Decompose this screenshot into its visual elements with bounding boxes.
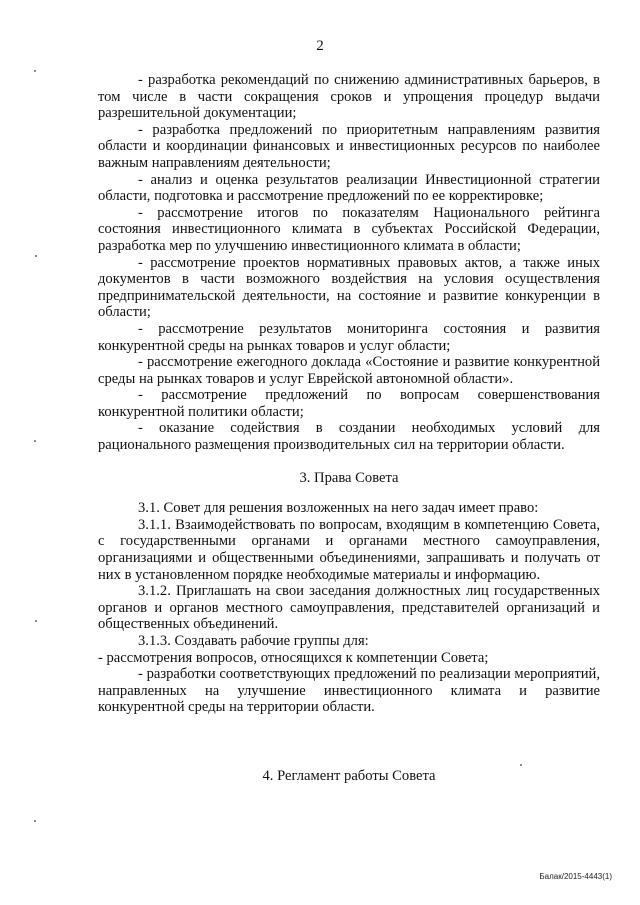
page-number: 2 [316, 38, 324, 54]
list-item: - рассмотрение ежегодного доклада «Состояние и развитие конкурентной среды на рынках товаров и услуг Еврейской автономной области». [98, 354, 600, 387]
scan-mark [35, 255, 37, 257]
scan-mark [34, 70, 36, 72]
footer-code: Балак/2015-4443(1) [539, 872, 612, 881]
list-item: - разработки соответствующих предложений по реализации мероприятий, направленных на улучшение инвестиционного климата и развитие конкурентной среды на территории области. [98, 666, 600, 716]
paragraph-3-1-3: 3.1.3. Создавать рабочие группы для: [138, 633, 369, 649]
list-item: - рассмотрение результатов мониторинга состояния и развития конкурентной среды на рынках товаров и услуг области; [98, 320, 600, 354]
list-item: - оказание содействия в создании необходимых условий для рационального размещения производительных сил на территории области. [98, 420, 600, 454]
list-item: - анализ и оценка результатов реализации Инвестиционной стратегии области, подготовка и рассмотрение предложений по ее корректировке; [98, 171, 600, 205]
list-item: - разработка предложений по приоритетным направлениям развития области и координации финансовых и инвестиционных ресурсов по наиболее важным направлениям деятельности; [98, 121, 600, 171]
list-item: - рассмотрение предложений по вопросам совершенствования конкурентной политики области; [98, 387, 600, 420]
list-item: - рассмотрение проектов нормативных правовых актов, а также иных документов в части возможного воздействия на условия осуществления предпринимательской деятельности, на состояние и развитие конкуренции в области; [98, 254, 600, 321]
section-3-heading: 3. Права Совета [299, 469, 399, 486]
list-item: - рассмотрения вопросов, относящихся к компетенции Совета; [98, 649, 489, 666]
scan-mark [520, 764, 522, 766]
document-body [98, 72, 600, 799]
paragraph-3-1-2: 3.1.2. Приглашать на свои заседания должностных лиц государственных органов и органов местного самоуправления, представителей организаций и общественных объединений. [98, 583, 600, 633]
list-item: - разработка рекомендаций по снижению административных барьеров, в том числе в части сокращения сроков и упрощения процедур выдачи разрешительной документации; [98, 72, 600, 122]
section-4-heading: 4. Регламент работы Совета [262, 767, 436, 784]
scan-mark [34, 820, 36, 822]
list-item: - рассмотрение итогов по показателям Национального рейтинга состояния инвестиционного климата в субъектах Российской Федерации, разработка мер по улучшению инвестиционного климата в области; [98, 204, 600, 254]
paragraph-3-1: 3.1. Совет для решения возложенных на него задач имеет право: [138, 500, 539, 517]
paragraph-3-1-1: 3.1.1. Взаимодействовать по вопросам, входящим в компетенцию Совета, с государственными органами и органами местного самоуправления, организациями и общественными объединениями, запрашивать и получать от них в установленном порядке необходимые материалы и информацию. [98, 516, 600, 583]
scan-mark [35, 620, 37, 622]
scan-mark [34, 440, 36, 442]
